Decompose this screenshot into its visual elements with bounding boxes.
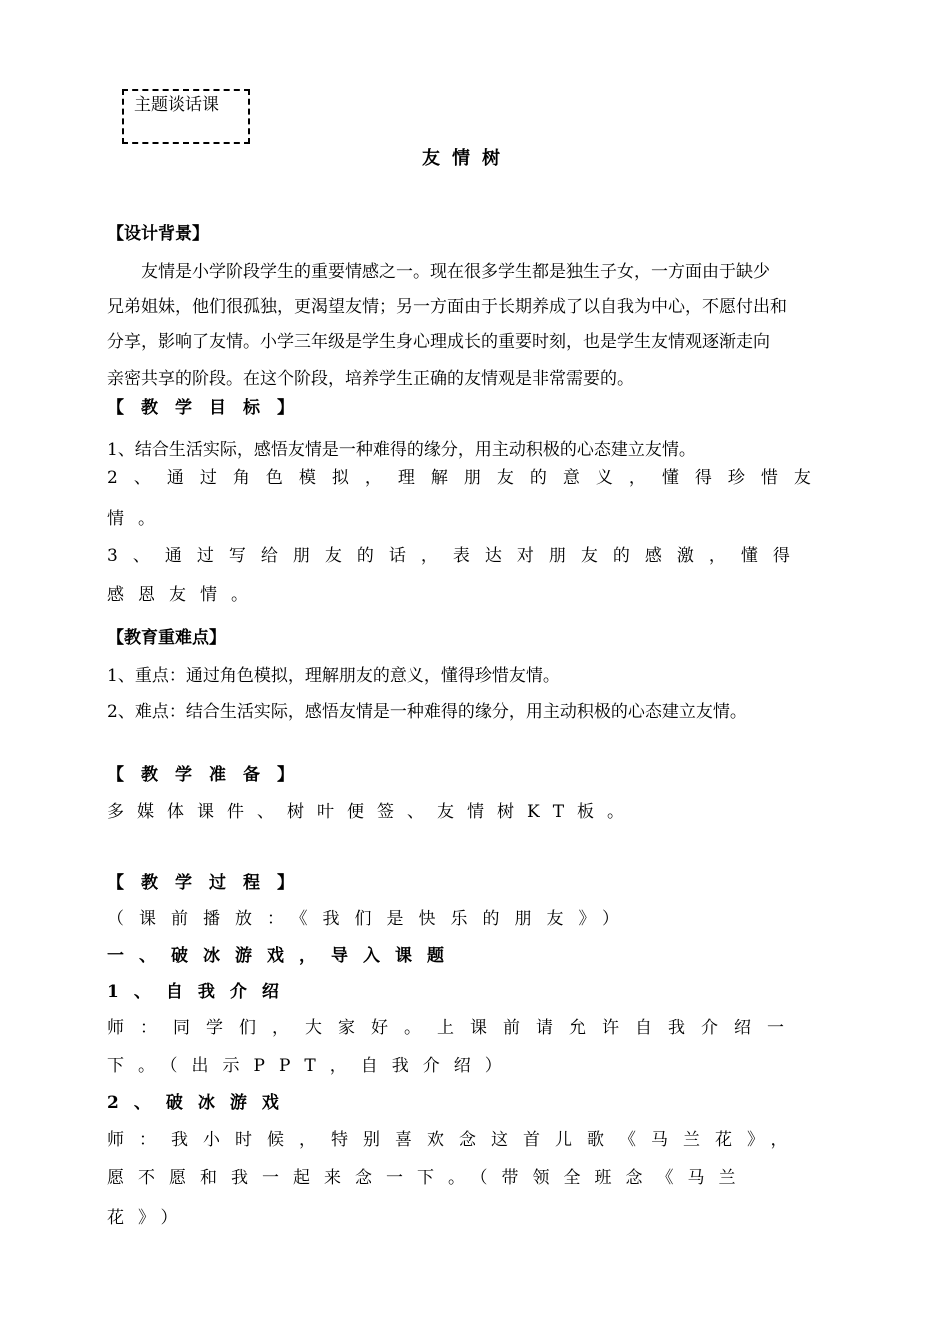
goals-heading: 【教学目标】	[107, 398, 311, 418]
sub-1-line-1: 师：同学们，大家好。上课前请允许自我介绍一	[107, 1018, 800, 1038]
keypoint-1: 1、重点：通过角色模拟，理解朋友的意义，懂得珍惜友情。	[107, 666, 560, 686]
prep-line: 多媒体课件、树叶便签、友情树KT板。	[107, 802, 638, 822]
sub-2-line-1: 师：我小时候，特别喜欢念这首儿歌《马兰花》，	[107, 1130, 803, 1150]
background-line-3: 分享，影响了友情。小学三年级是学生身心理成长的重要时刻，也是学生友情观逐渐走向	[107, 332, 770, 352]
process-heading: 【教学过程】	[107, 873, 311, 893]
prep-heading: 【教学准备】	[107, 765, 311, 785]
goal-item-3-cont: 感恩友情。	[107, 585, 262, 605]
sub-2-line-2: 愿不愿和我一起来念一下。（带领全班念《马兰	[107, 1168, 750, 1188]
document-title: 友情树	[422, 148, 512, 169]
keypoint-2: 2、难点：结合生活实际，感悟友情是一种难得的缘分，用主动积极的心态建立友情。	[107, 702, 747, 722]
sub-1-line-2: 下。（出示PPT，自我介绍）	[107, 1056, 516, 1076]
background-line-1: 友情是小学阶段学生的重要情感之一。现在很多学生都是独生子女，一方面由于缺少	[141, 262, 770, 282]
goal-item-1: 1、结合生活实际，感悟友情是一种难得的缘分，用主动积极的心态建立友情。	[107, 440, 696, 460]
sub-2-heading: 2、破冰游戏	[107, 1093, 294, 1113]
sub-1-heading: 1、自我介绍	[107, 982, 294, 1002]
background-line-4: 亲密共享的阶段。在这个阶段，培养学生正确的友情观是非常需要的。	[107, 369, 634, 389]
section-1-heading: 一、破冰游戏，导入课题	[107, 946, 459, 966]
topic-tag: 主题谈话课	[134, 95, 219, 115]
process-pre: （课前播放：《我们是快乐的朋友》）	[107, 909, 634, 929]
background-line-2: 兄弟姐妹，他们很孤独，更渴望友情；另一方面由于长期养成了以自我为中心，不愿付出和	[107, 297, 787, 317]
background-heading: 【设计背景】	[107, 224, 209, 244]
sub-2-line-3: 花》）	[107, 1208, 192, 1228]
goal-item-3: 3、通过写给朋友的话，表达对朋友的感激，懂得	[107, 546, 805, 566]
keypoints-heading: 【教育重难点】	[107, 628, 226, 648]
goal-item-2: 2、通过角色模拟，理解朋友的意义，懂得珍惜友	[107, 468, 827, 488]
goal-item-2-cont: 情。	[107, 509, 169, 529]
